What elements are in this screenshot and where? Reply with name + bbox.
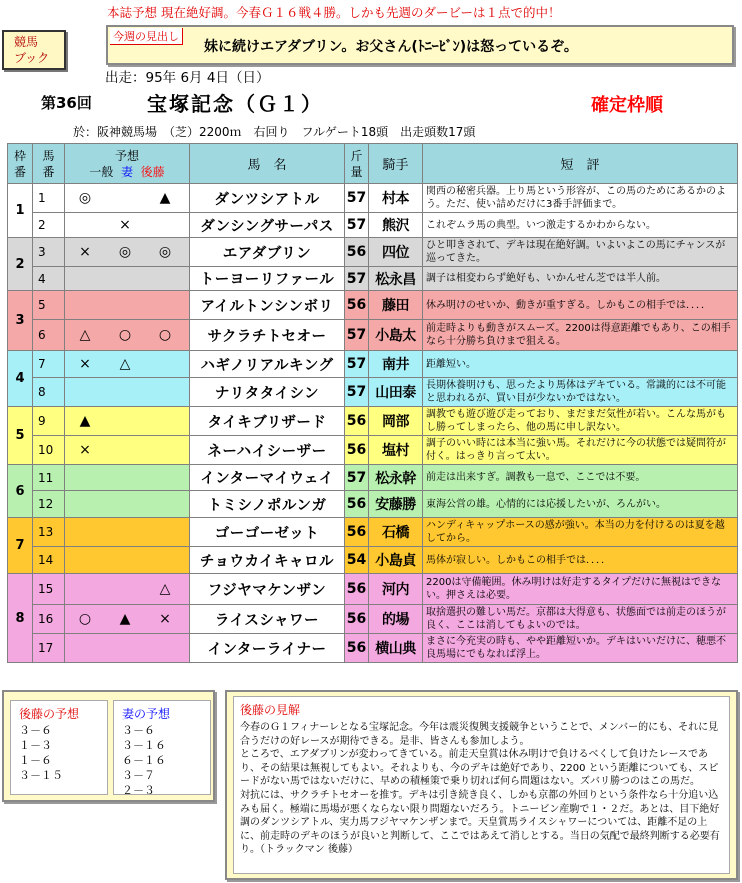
col-kin: 斤 量 bbox=[345, 144, 369, 184]
short-comment: ひと叩きされて、デキは現在絶好調。いよいよこの馬にチャンスが巡ってきた。 bbox=[423, 238, 738, 267]
col-jockey: 騎手 bbox=[369, 144, 423, 184]
table-row bbox=[8, 267, 738, 291]
analysis-box bbox=[225, 690, 738, 880]
table-row bbox=[8, 351, 738, 378]
horse-name: ライスシャワー bbox=[190, 605, 345, 634]
prediction-marks bbox=[65, 320, 190, 351]
prediction-marks bbox=[65, 407, 190, 436]
short-comment: 取捨選択の難しい馬だ。京都は大得意も、状態面では前走のほうが良く、ここは消してもよいのでは。 bbox=[423, 605, 738, 634]
short-comment: 関西の秘密兵器。上り馬という形容が、この馬のためにあるかのよう。ただ、使い詰めだけに3番手評価まで。 bbox=[423, 184, 738, 213]
horse-number: 15 bbox=[33, 574, 65, 605]
jockey-name: 松永幹 bbox=[369, 465, 423, 491]
weight: 57 bbox=[345, 267, 369, 291]
horse-name: ダンツシアトル bbox=[190, 184, 345, 213]
weight: 56 bbox=[345, 436, 369, 465]
pick-item: １－３ bbox=[19, 739, 52, 752]
mark-ippan: × bbox=[79, 356, 91, 372]
horse-number: 14 bbox=[33, 547, 65, 574]
prediction-marks bbox=[65, 351, 190, 378]
horse-name: アイルトンシンボリ bbox=[190, 291, 345, 320]
horse-name: サクラチトセオー bbox=[190, 320, 345, 351]
mark-ippan: ▲ bbox=[79, 413, 91, 429]
short-comment: 調子は相変わらず絶好も、いかんせん芝では半人前。 bbox=[423, 267, 738, 291]
horse-name: トミシノポルンガ bbox=[190, 491, 345, 518]
horse-name: フジヤマケンザン bbox=[190, 574, 345, 605]
weight: 57 bbox=[345, 351, 369, 378]
prediction-marks bbox=[65, 491, 190, 518]
table-row bbox=[8, 407, 738, 436]
horse-number: 5 bbox=[33, 291, 65, 320]
col-wife: 妻 bbox=[120, 164, 133, 179]
mark-goto: ◎ bbox=[158, 244, 172, 260]
goto-picks bbox=[10, 700, 108, 795]
prediction-marks bbox=[65, 634, 190, 663]
horse-name: タイキブリザード bbox=[190, 407, 345, 436]
prediction-marks bbox=[65, 465, 190, 491]
short-comment: 距離短い。 bbox=[423, 351, 738, 378]
col-yoso: 予想 一般 妻 後藤 bbox=[65, 144, 190, 184]
goto-picks-title: 後藤の予想 bbox=[19, 707, 80, 721]
weight: 57 bbox=[345, 465, 369, 491]
mark-ippan: × bbox=[79, 442, 91, 458]
col-goto: 後藤 bbox=[140, 164, 165, 179]
table-row bbox=[8, 320, 738, 351]
table-row bbox=[8, 291, 738, 320]
table-header bbox=[8, 144, 738, 184]
horse-name: ハギノリアルキング bbox=[190, 351, 345, 378]
table-row bbox=[8, 547, 738, 574]
col-uma: 馬 番 bbox=[33, 144, 65, 184]
weight: 56 bbox=[345, 407, 369, 436]
jockey-name: 的場 bbox=[369, 605, 423, 634]
short-comment: 前走時よりも動きがスムーズ。2200は得意距離でもあり、この相手なら十分勝ち負けまで狙える。 bbox=[423, 320, 738, 351]
horse-number: 10 bbox=[33, 436, 65, 465]
mark-goto: ○ bbox=[158, 327, 172, 343]
headline-text: 妹に続けエアダブリン。お父さん(ﾄﾆｰﾋﾞﾝ)は怒っているぞ。 bbox=[204, 39, 578, 55]
waku-number: 5 bbox=[8, 407, 33, 465]
short-comment: 2200は守備範囲。休み明けは好走するタイプだけに無視はできない。押さえは必要。 bbox=[423, 574, 738, 605]
jockey-name: 四位 bbox=[369, 238, 423, 267]
waku-number: 3 bbox=[8, 291, 33, 351]
horse-name: ゴーゴーゼット bbox=[190, 518, 345, 547]
short-comment: 調教でも遊び遊び走っており、まだまだ気性が若い。こんな馬がもし勝ってしまったら、他の馬に申し訳ない。 bbox=[423, 407, 738, 436]
jockey-name: 松永昌 bbox=[369, 267, 423, 291]
horse-number: 16 bbox=[33, 605, 65, 634]
waku-number: 4 bbox=[8, 351, 33, 407]
weight: 56 bbox=[345, 605, 369, 634]
headline-box bbox=[106, 25, 734, 65]
mark-wife: × bbox=[119, 217, 131, 233]
prediction-marks bbox=[65, 213, 190, 238]
pick-item: ３－７ bbox=[122, 769, 155, 782]
jockey-name: 岡部 bbox=[369, 407, 423, 436]
prediction-marks bbox=[65, 291, 190, 320]
mark-wife: ▲ bbox=[119, 611, 131, 627]
short-comment: 前走は出来すぎ。調教も一息で、ここでは不要。 bbox=[423, 465, 738, 491]
analysis-title: 後藤の見解 bbox=[240, 703, 301, 717]
weight: 56 bbox=[345, 634, 369, 663]
horse-number: 11 bbox=[33, 465, 65, 491]
mark-ippan: △ bbox=[79, 327, 91, 343]
table-row bbox=[8, 574, 738, 605]
pick-item: ３－６ bbox=[122, 724, 155, 737]
waku-number: 6 bbox=[8, 465, 33, 518]
weight: 56 bbox=[345, 238, 369, 267]
jockey-name: 安藤勝 bbox=[369, 491, 423, 518]
weight: 56 bbox=[345, 574, 369, 605]
horse-number: 2 bbox=[33, 213, 65, 238]
entries-table bbox=[7, 143, 738, 663]
jockey-name: 藤田 bbox=[369, 291, 423, 320]
horse-name: ネーハイシーザー bbox=[190, 436, 345, 465]
pick-item: ３－１５ bbox=[19, 769, 63, 782]
short-comment: これぞムラ馬の典型。いつ激走するかわからない。 bbox=[423, 213, 738, 238]
prediction-marks bbox=[65, 184, 190, 213]
prediction-marks bbox=[65, 267, 190, 291]
mark-goto: △ bbox=[159, 581, 171, 597]
keiba-book-logo bbox=[2, 30, 66, 70]
jockey-name: 小島太 bbox=[369, 320, 423, 351]
horse-number: 1 bbox=[33, 184, 65, 213]
mark-ippan: ◎ bbox=[78, 190, 92, 206]
pick-item: ３－１６ bbox=[122, 739, 166, 752]
table-row bbox=[8, 436, 738, 465]
prediction-marks bbox=[65, 238, 190, 267]
table-row bbox=[8, 238, 738, 267]
prediction-marks bbox=[65, 436, 190, 465]
weight: 57 bbox=[345, 378, 369, 407]
jockey-name: 石橋 bbox=[369, 518, 423, 547]
horse-number: 3 bbox=[33, 238, 65, 267]
short-comment: 調子のいい時には本当に強い馬。それだけに今の状態では疑問符が付く。はっきり言って太い。 bbox=[423, 436, 738, 465]
jockey-name: 山田泰 bbox=[369, 378, 423, 407]
short-comment: 馬体が寂しい。しかもこの相手では．．．． bbox=[423, 547, 738, 574]
mark-wife: △ bbox=[119, 356, 131, 372]
race-name: 宝塚記念（Ｇ１） bbox=[147, 92, 323, 116]
pick-item: ３－６ bbox=[19, 724, 52, 737]
short-comment: まさに今充実の時も、やや距離短いか。デキはいいだけに、穂悪不良馬場にでもなれば浮上。 bbox=[423, 634, 738, 663]
col-horse: 馬 名 bbox=[190, 144, 345, 184]
horse-number: 12 bbox=[33, 491, 65, 518]
logo-line-1: 競馬 bbox=[14, 35, 39, 49]
weight: 56 bbox=[345, 291, 369, 320]
col-waku: 枠 番 bbox=[8, 144, 33, 184]
mark-ippan: × bbox=[79, 244, 91, 260]
table-row bbox=[8, 184, 738, 213]
wife-picks bbox=[113, 700, 211, 795]
waku-number: 7 bbox=[8, 518, 33, 574]
prediction-marks bbox=[65, 378, 190, 407]
weight: 57 bbox=[345, 213, 369, 238]
logo-line-2: ブック bbox=[14, 51, 50, 65]
status-label: 確定枠順 bbox=[591, 95, 663, 116]
col-comment: 短 評 bbox=[423, 144, 738, 184]
col-ippan: 一般 bbox=[89, 164, 114, 179]
pick-item: ６－１６ bbox=[122, 754, 166, 767]
jockey-name: 横山典 bbox=[369, 634, 423, 663]
jockey-name: 河内 bbox=[369, 574, 423, 605]
table-row bbox=[8, 491, 738, 518]
weight: 56 bbox=[345, 518, 369, 547]
table-row bbox=[8, 605, 738, 634]
waku-number: 2 bbox=[8, 238, 33, 291]
table-row bbox=[8, 518, 738, 547]
short-comment: 東海公営の雄。心情的には応援したいが、ろんがい。 bbox=[423, 491, 738, 518]
horse-number: 6 bbox=[33, 320, 65, 351]
analysis-body bbox=[240, 721, 724, 857]
mark-wife: ○ bbox=[118, 327, 132, 343]
tagline: 本誌予想 現在絶好調。今春Ｇ１６戦４勝。しかも先週のダービーは１点で的中！ bbox=[107, 5, 561, 20]
pick-item: １－６ bbox=[19, 754, 52, 767]
prediction-marks bbox=[65, 574, 190, 605]
short-comment: 休み明けのせいか、動きが重すぎる。しかもこの相手では．．．． bbox=[423, 291, 738, 320]
picks-box bbox=[2, 690, 215, 802]
weight: 56 bbox=[345, 491, 369, 518]
horse-name: インターライナー bbox=[190, 634, 345, 663]
table-row bbox=[8, 465, 738, 491]
race-date: 出走：95年 6月 4日（日） bbox=[105, 70, 270, 86]
horse-name: エアダブリン bbox=[190, 238, 345, 267]
horse-number: 7 bbox=[33, 351, 65, 378]
jockey-name: 南井 bbox=[369, 351, 423, 378]
headline-label: 今週の見出し bbox=[110, 28, 183, 45]
horse-number: 4 bbox=[33, 267, 65, 291]
wife-picks-list bbox=[122, 723, 166, 798]
horse-name: トーヨーリファール bbox=[190, 267, 345, 291]
horse-name: インターマイウェイ bbox=[190, 465, 345, 491]
horse-number: 9 bbox=[33, 407, 65, 436]
waku-number: 1 bbox=[8, 184, 33, 238]
weight: 57 bbox=[345, 320, 369, 351]
jockey-name: 塩村 bbox=[369, 436, 423, 465]
mark-wife: ◎ bbox=[118, 244, 132, 260]
short-comment: 長期休養明けも、思ったより馬体はデキている。常識的には不可能と思われるが、買い目が少ないかではない。 bbox=[423, 378, 738, 407]
horse-name: ダンシングサーパス bbox=[190, 213, 345, 238]
horse-number: 17 bbox=[33, 634, 65, 663]
weight: 57 bbox=[345, 184, 369, 213]
weight: 54 bbox=[345, 547, 369, 574]
mark-goto: × bbox=[159, 611, 171, 627]
table-row bbox=[8, 634, 738, 663]
jockey-name: 小島貞 bbox=[369, 547, 423, 574]
analysis-text: 今春のＧ１フィナーレとなる宝塚記念。今年は震災復興支援競争ということで、メンバー的にも、それに見合うだけの好レースが期待できる。是非、皆さんも参加しよう。 ところで、エアダブリンが変わってきている。前走天皇賞は休み明けで負けるべくして負けたレースであり、その結果は無視してもよい。それよりも、今のデキは絶好であり、2200 という距離についても、スピードがない馬ではないだけに、早めの積極策で乗り切れば何ら問題はない。ズバリ勝つのはこの馬だ。 対抗には、サクラチトセオーを推す。デキは引き続き良く、しかも京都の外回りという条件なら十分追い込みも届く。極端に馬場が悪くならない限り問題ないだろう。トニービン産駒で１・２だ。あとは、目下絶好調のダンツシアトル、実力馬フジヤマケンザンまで。天皇賞馬ライスシャワーについては、距離不足の上に、前走時のデキのほうが良いと判断して、ここではあえて消しとする。当日の気配で最終判断する必要有り。（トラックマン 後藤） bbox=[240, 722, 720, 856]
jockey-name: 熊沢 bbox=[369, 213, 423, 238]
horse-number: 13 bbox=[33, 518, 65, 547]
goto-picks-list bbox=[19, 723, 63, 783]
jockey-name: 村本 bbox=[369, 184, 423, 213]
horse-number: 8 bbox=[33, 378, 65, 407]
venue-info: 於：阪神競馬場 （芝）2200ｍ 右回り フルゲート18頭 出走頭数17頭 bbox=[73, 125, 476, 139]
waku-number: 8 bbox=[8, 574, 33, 663]
table-row bbox=[8, 213, 738, 238]
mark-ippan: ○ bbox=[78, 611, 92, 627]
mark-goto: ▲ bbox=[159, 190, 171, 206]
table-row bbox=[8, 378, 738, 407]
prediction-marks bbox=[65, 547, 190, 574]
horse-name: チョウカイキャロル bbox=[190, 547, 345, 574]
horse-name: ナリタタイシン bbox=[190, 378, 345, 407]
short-comment: ハンディキャップホースの感が強い。本当の力を付けるのは夏を越してから。 bbox=[423, 518, 738, 547]
race-number: 第36回 bbox=[41, 94, 92, 112]
analysis-panel bbox=[233, 696, 730, 874]
prediction-marks bbox=[65, 605, 190, 634]
prediction-marks bbox=[65, 518, 190, 547]
wife-picks-title: 妻の予想 bbox=[122, 707, 171, 721]
pick-item: ２－３ bbox=[122, 784, 155, 797]
